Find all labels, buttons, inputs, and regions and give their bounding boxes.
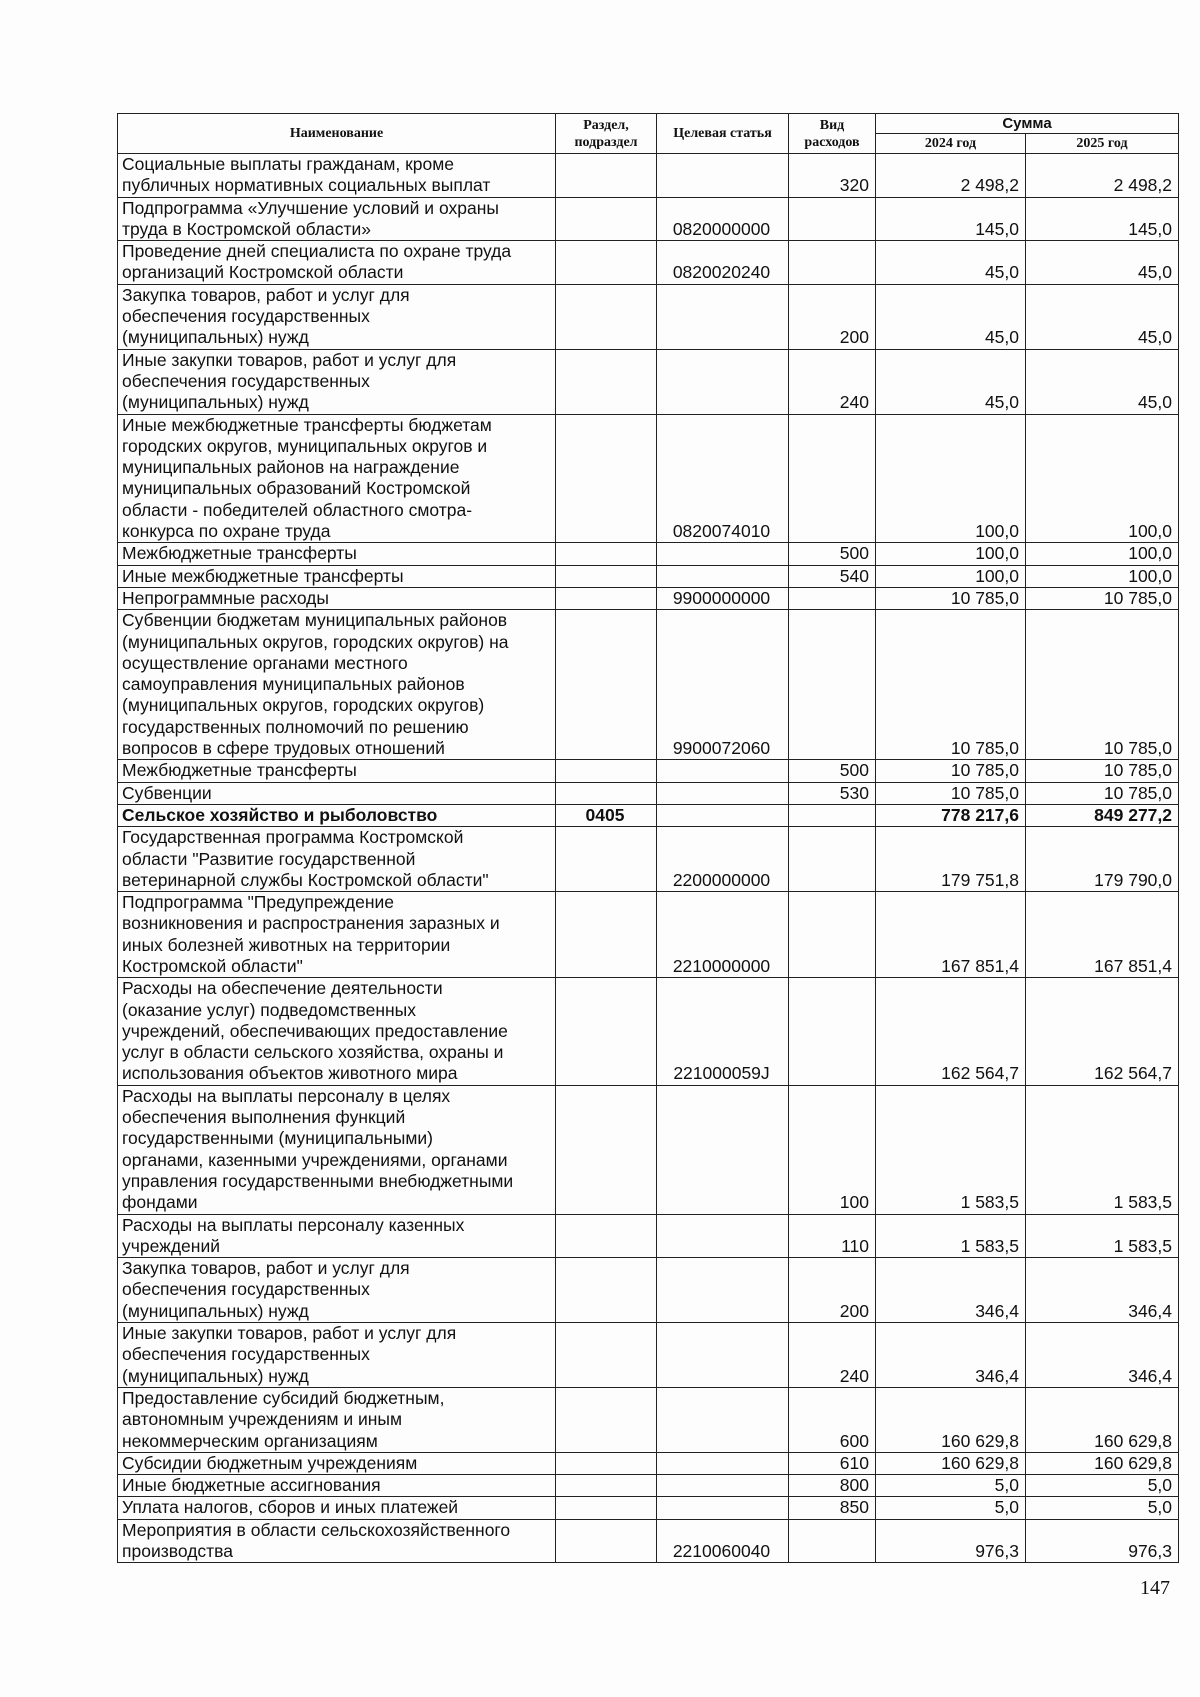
cell-target [657,1387,789,1452]
cell-kind [789,610,876,760]
cell-kind: 500 [789,543,876,565]
name-line: (муниципальных округов, городских округов) [122,695,485,716]
cell-kind [789,1519,876,1563]
cell-target [657,1214,789,1258]
cell-sum-2024: 179 751,8 [876,827,1026,892]
cell-sum-2025: 145,0 [1026,197,1179,241]
table-header [118,114,1179,154]
cell-section [556,349,657,414]
cell-name [118,1387,556,1452]
name-line: Субвенции бюджетам муниципальных районов [122,610,508,631]
cell-section [556,241,657,285]
cell-sum-2025: 976,3 [1026,1519,1179,1563]
cell-sum-2024: 10 785,0 [876,782,1026,804]
table-row [118,827,1179,892]
cell-sum-2024: 100,0 [876,414,1026,543]
cell-target [657,284,789,349]
table-row [118,978,1179,1085]
table-row [118,1085,1179,1214]
cell-section [556,1323,657,1388]
cell-target: 221000059J [657,978,789,1085]
table-row [118,414,1179,543]
cell-sum-2024: 160 629,8 [876,1452,1026,1474]
name-line: Межбюджетные трансферты [122,543,357,564]
cell-kind: 200 [789,1258,876,1323]
header-sum: Сумма [876,114,1179,134]
name-line: Иные закупки товаров, работ и услуг для [122,1323,457,1344]
table-row [118,197,1179,241]
cell-sum-2025: 10 785,0 [1026,782,1179,804]
cell-target: 0820020240 [657,241,789,285]
cell-kind: 850 [789,1497,876,1519]
cell-sum-2025: 10 785,0 [1026,610,1179,760]
cell-target: 0820000000 [657,197,789,241]
name-line: Уплата налогов, сборов и иных платежей [122,1497,459,1518]
cell-name [118,978,556,1085]
name-line: самоуправления муниципальных районов [122,674,465,695]
cell-kind [789,827,876,892]
table-row [118,154,1179,198]
cell-section [556,760,657,782]
name-line: Иные межбюджетные трансферты [122,565,404,586]
cell-target [657,782,789,804]
name-line: государственных полномочий по решению [122,716,469,737]
table-row [118,1214,1179,1258]
cell-section [556,1475,657,1497]
cell-section [556,1258,657,1323]
cell-kind: 240 [789,349,876,414]
cell-name [118,197,556,241]
cell-sum-2024: 2 498,2 [876,154,1026,198]
table-row [118,1323,1179,1388]
cell-target [657,543,789,565]
cell-section [556,827,657,892]
cell-target: 2210000000 [657,892,789,978]
name-line: Подпрограмма "Предупреждение [122,892,394,913]
cell-name [118,760,556,782]
cell-name [118,1214,556,1258]
cell-name [118,1519,556,1563]
name-line: осуществление органами местного [122,652,408,673]
name-line: учреждений, обеспечивающих предоставление [122,1020,508,1041]
cell-sum-2024: 10 785,0 [876,760,1026,782]
cell-sum-2024: 100,0 [876,565,1026,587]
name-line: Предоставление субсидий бюджетным, [122,1387,445,1408]
cell-name [118,804,556,826]
cell-kind [789,587,876,609]
table-row [118,1497,1179,1519]
cell-sum-2025: 100,0 [1026,543,1179,565]
name-line: муниципальных районов на награждение [122,457,460,478]
cell-target [657,1258,789,1323]
cell-sum-2025: 167 851,4 [1026,892,1179,978]
cell-kind [789,892,876,978]
cell-section [556,1519,657,1563]
cell-section [556,154,657,198]
name-line: учреждений [122,1235,221,1256]
cell-kind: 100 [789,1085,876,1214]
table-row [118,804,1179,826]
budget-table [117,113,1179,1563]
cell-sum-2024: 346,4 [876,1258,1026,1323]
page-number: 147 [1140,1577,1170,1599]
name-line: Закупка товаров, работ и услуг для [122,1258,410,1279]
name-line: (муниципальных) нужд [122,1300,309,1321]
cell-kind: 540 [789,565,876,587]
cell-sum-2025: 45,0 [1026,349,1179,414]
header-section: Раздел, подраздел [556,114,657,154]
name-line: Субсидии бюджетным учреждениям [122,1452,418,1473]
cell-kind: 320 [789,154,876,198]
cell-target [657,760,789,782]
name-line: муниципальных образований Костромской [122,478,471,499]
cell-section [556,414,657,543]
cell-sum-2024: 145,0 [876,197,1026,241]
name-line: Расходы на обеспечение деятельности [122,978,443,999]
cell-section [556,197,657,241]
cell-kind: 600 [789,1387,876,1452]
cell-sum-2025: 5,0 [1026,1475,1179,1497]
name-line: некоммерческим организациям [122,1430,378,1451]
cell-target [657,349,789,414]
cell-name [118,892,556,978]
cell-sum-2024: 162 564,7 [876,978,1026,1085]
name-line: городских округов, муниципальных округов и [122,435,488,456]
cell-target [657,1085,789,1214]
cell-sum-2025: 45,0 [1026,241,1179,285]
name-line: ветеринарной службы Костромской области" [122,869,489,890]
cell-section [556,1214,657,1258]
table-row [118,241,1179,285]
table-row [118,284,1179,349]
name-line: Иные межбюджетные трансферты бюджетам [122,414,492,435]
header-kind: Вид расходов [789,114,876,154]
cell-sum-2024: 1 583,5 [876,1214,1026,1258]
table-row [118,1475,1179,1497]
name-line: Подпрограмма «Улучшение условий и охраны [122,197,499,218]
cell-sum-2024: 45,0 [876,241,1026,285]
cell-target [657,804,789,826]
cell-name [118,1452,556,1474]
cell-name [118,565,556,587]
cell-sum-2025: 179 790,0 [1026,827,1179,892]
cell-section [556,587,657,609]
cell-sum-2025: 849 277,2 [1026,804,1179,826]
cell-section [556,1452,657,1474]
name-line: Костромской области" [122,955,303,976]
cell-sum-2025: 1 583,5 [1026,1214,1179,1258]
cell-sum-2024: 346,4 [876,1323,1026,1388]
cell-section [556,892,657,978]
name-line: использования объектов животного мира [122,1063,458,1084]
cell-kind: 610 [789,1452,876,1474]
cell-kind [789,197,876,241]
name-line: Непрограммные расходы [122,587,329,608]
cell-sum-2024: 5,0 [876,1475,1026,1497]
name-line: области "Развитие государственной [122,848,416,869]
name-line: конкурса по охране труда [122,521,331,542]
header-year-2024: 2024 год [876,134,1026,154]
cell-name [118,587,556,609]
table-row [118,782,1179,804]
cell-sum-2025: 5,0 [1026,1497,1179,1519]
name-line: Государственная программа Костромской [122,827,464,848]
table-row [118,1519,1179,1563]
cell-kind: 500 [789,760,876,782]
cell-section [556,284,657,349]
cell-sum-2025: 100,0 [1026,565,1179,587]
name-line: государственными (муниципальными) [122,1128,433,1149]
cell-section [556,978,657,1085]
name-line: производства [122,1541,233,1561]
cell-sum-2024: 160 629,8 [876,1387,1026,1452]
name-line: (оказание услуг) подведомственных [122,999,416,1020]
cell-sum-2024: 45,0 [876,284,1026,349]
name-line: фондами [122,1192,198,1213]
name-line: Мероприятия в области сельскохозяйственного [122,1519,511,1540]
cell-kind [789,978,876,1085]
cell-target [657,1497,789,1519]
name-line: Межбюджетные трансферты [122,760,357,781]
cell-name [118,1323,556,1388]
cell-target: 9900072060 [657,610,789,760]
cell-target [657,1475,789,1497]
name-line: Закупка товаров, работ и услуг для [122,284,410,305]
cell-name [118,349,556,414]
cell-kind [789,414,876,543]
cell-sum-2024: 45,0 [876,349,1026,414]
cell-name [118,1475,556,1497]
cell-name [118,782,556,804]
name-line: Субвенции [122,782,212,803]
cell-sum-2025: 45,0 [1026,284,1179,349]
table-row [118,587,1179,609]
cell-name [118,414,556,543]
cell-name [118,610,556,760]
cell-target: 9900000000 [657,587,789,609]
name-line: услуг в области сельского хозяйства, охраны и [122,1042,504,1063]
name-line: публичных нормативных социальных выплат [122,175,491,196]
name-line: вопросов в сфере трудовых отношений [122,738,445,759]
cell-sum-2025: 346,4 [1026,1258,1179,1323]
cell-section [556,1497,657,1519]
name-line: органами, казенными учреждениями, органами [122,1149,508,1170]
name-line: автономным учреждениям и иным [122,1409,403,1430]
name-line: (муниципальных) нужд [122,327,309,348]
name-line: (муниципальных) нужд [122,1365,309,1386]
cell-section [556,1085,657,1214]
cell-section [556,1387,657,1452]
table-row [118,349,1179,414]
name-line: управления государственными внебюджетными [122,1170,514,1191]
cell-target: 0820074010 [657,414,789,543]
cell-target [657,1323,789,1388]
name-line: иных болезней животных на территории [122,934,451,955]
name-line: Социальные выплаты гражданам, кроме [122,154,454,174]
cell-sum-2024: 10 785,0 [876,610,1026,760]
table-row [118,543,1179,565]
cell-sum-2025: 1 583,5 [1026,1085,1179,1214]
cell-target [657,154,789,198]
table-row [118,610,1179,760]
name-line: (муниципальных округов, городских округов) на [122,631,509,652]
cell-section [556,565,657,587]
name-line: Расходы на выплаты персоналу в целях [122,1085,451,1106]
cell-sum-2025: 162 564,7 [1026,978,1179,1085]
name-line: обеспечения государственных [122,1344,370,1365]
header-name: Наименование [118,114,556,154]
cell-name [118,1258,556,1323]
cell-name [118,1085,556,1214]
name-line: обеспечения государственных [122,306,370,327]
cell-name [118,154,556,198]
cell-target [657,565,789,587]
cell-kind: 110 [789,1214,876,1258]
name-line: труда в Костромской области» [122,218,372,239]
name-line: Проведение дней специалиста по охране труда [122,241,512,262]
cell-sum-2025: 10 785,0 [1026,760,1179,782]
table-row [118,565,1179,587]
cell-section: 0405 [556,804,657,826]
cell-kind [789,804,876,826]
table-row [118,892,1179,978]
table-row [118,1258,1179,1323]
cell-name [118,827,556,892]
name-line: Иные закупки товаров, работ и услуг для [122,349,457,370]
table-row [118,1452,1179,1474]
cell-kind [789,241,876,285]
cell-name [118,284,556,349]
name-line: Иные бюджетные ассигнования [122,1475,381,1496]
table-row [118,760,1179,782]
cell-sum-2025: 100,0 [1026,414,1179,543]
table-body [118,154,1179,1563]
cell-sum-2025: 346,4 [1026,1323,1179,1388]
name-line: обеспечения государственных [122,370,370,391]
table-row [118,1387,1179,1452]
name-line: области - победителей областного смотра- [122,499,473,520]
cell-name [118,241,556,285]
name-line: обеспечения государственных [122,1279,370,1300]
cell-section [556,610,657,760]
cell-sum-2025: 2 498,2 [1026,154,1179,198]
cell-target: 2210060040 [657,1519,789,1563]
cell-section [556,782,657,804]
cell-section [556,543,657,565]
header-target: Целевая статья [657,114,789,154]
cell-name [118,543,556,565]
name-line: организаций Костромской области [122,262,404,283]
name-line: Сельское хозяйство и рыболовство [122,804,438,825]
cell-kind: 240 [789,1323,876,1388]
cell-sum-2024: 976,3 [876,1519,1026,1563]
cell-sum-2024: 10 785,0 [876,587,1026,609]
name-line: Расходы на выплаты персоналу казенных [122,1214,465,1235]
cell-sum-2025: 160 629,8 [1026,1452,1179,1474]
cell-sum-2024: 100,0 [876,543,1026,565]
cell-sum-2024: 778 217,6 [876,804,1026,826]
cell-kind: 800 [789,1475,876,1497]
name-line: обеспечения выполнения функций [122,1107,406,1128]
name-line: (муниципальных) нужд [122,392,309,413]
cell-sum-2024: 1 583,5 [876,1085,1026,1214]
cell-target: 2200000000 [657,827,789,892]
cell-sum-2025: 10 785,0 [1026,587,1179,609]
name-line: возникновения и распространения заразных и [122,913,500,934]
cell-kind: 200 [789,284,876,349]
cell-kind: 530 [789,782,876,804]
cell-sum-2025: 160 629,8 [1026,1387,1179,1452]
cell-sum-2024: 5,0 [876,1497,1026,1519]
cell-target [657,1452,789,1474]
header-year-2025: 2025 год [1026,134,1179,154]
cell-sum-2024: 167 851,4 [876,892,1026,978]
cell-name [118,1497,556,1519]
